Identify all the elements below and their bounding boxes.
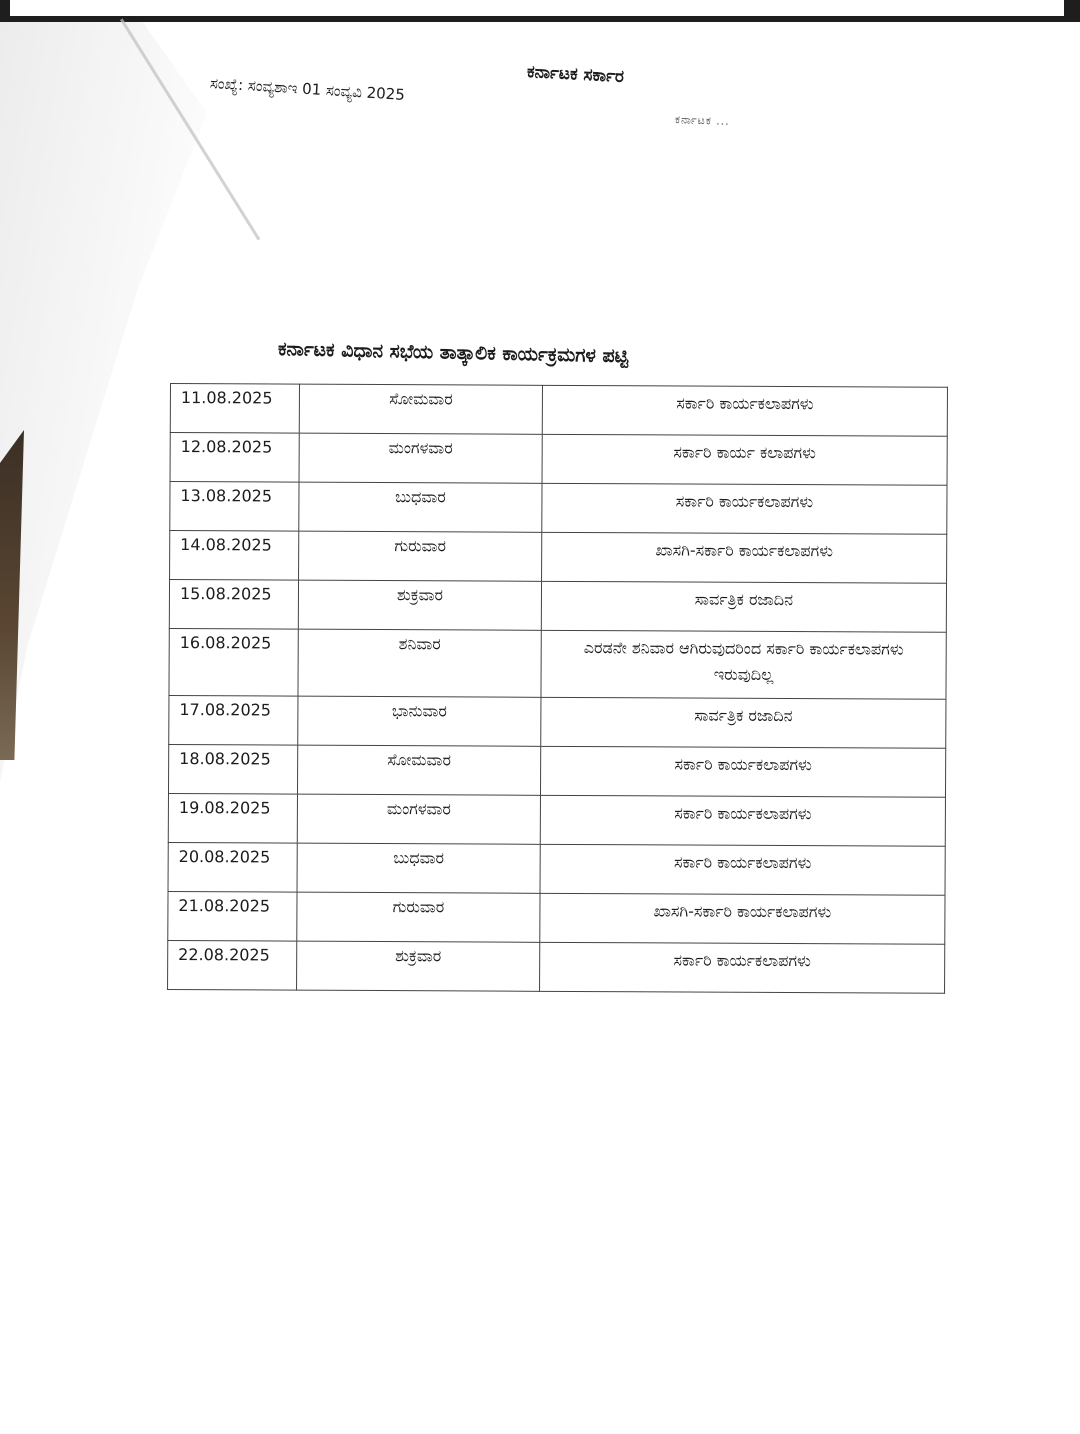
date-cell: 14.08.2025 — [170, 531, 299, 581]
date-cell: 18.08.2025 — [168, 744, 297, 794]
table-row — [170, 433, 947, 486]
date-cell: 20.08.2025 — [168, 842, 297, 892]
activity-cell: ಸರ್ಕಾರಿ ಕಾರ್ಯಕಲಾಪಗಳು — [542, 483, 947, 534]
activity-cell: ಖಾಸಗಿ-ಸರ್ಕಾರಿ ಕಾರ್ಯಕಲಾಪಗಳು — [540, 893, 945, 944]
day-cell: ಸೋಮವಾರ — [299, 384, 542, 434]
table-row — [170, 531, 947, 584]
activity-cell: ಸರ್ಕಾರಿ ಕಾರ್ಯಕಲಾಪಗಳು — [540, 844, 945, 895]
government-heading: ಕರ್ನಾಟಕ ಸರ್ಕಾರ — [526, 62, 625, 88]
date-cell: 11.08.2025 — [170, 384, 299, 434]
table-row — [168, 793, 945, 846]
day-cell: ಬುಧವಾರ — [299, 482, 542, 532]
activity-cell: ಸರ್ಕಾರಿ ಕಾರ್ಯಕಲಾಪಗಳು — [540, 942, 945, 993]
table-row — [169, 580, 946, 633]
table-row — [168, 842, 945, 895]
activity-cell: ಎರಡನೇ ಶನಿವಾರ ಆಗಿರುವುದರಿಂದ ಸರ್ಕಾರಿ ಕಾರ್ಯಕಲಾಪಗಳು ಇರುವುದಿಲ್ಲ — [541, 630, 946, 699]
activity-cell: ಖಾಸಗಿ-ಸರ್ಕಾರಿ ಕಾರ್ಯಕಲಾಪಗಳು — [542, 532, 947, 583]
day-cell: ಶನಿವಾರ — [298, 629, 541, 697]
schedule-table — [167, 383, 948, 994]
activity-cell: ಸರ್ಕಾರಿ ಕಾರ್ಯ ಕಲಾಪಗಳು — [542, 434, 947, 485]
activity-cell: ಸರ್ಕಾರಿ ಕಾರ್ಯಕಲಾಪಗಳು — [540, 795, 945, 846]
table-row — [168, 940, 945, 993]
date-cell: 15.08.2025 — [169, 580, 298, 630]
reference-number: ಸಂಖ್ಯೆ: ಸಂವ್ಯಶಾಇ 01 ಸಂವ್ಯವಿ 2025 — [209, 74, 406, 104]
date-cell: 22.08.2025 — [168, 940, 297, 990]
document-title: ಕರ್ನಾಟಕ ವಿಧಾನ ಸಭೆಯ ತಾತ್ಕಾಲಿಕ ಕಾರ್ಯಕ್ರಮಗಳ ಪಟ್ಟಿ — [277, 338, 629, 368]
day-cell: ಬುಧವಾರ — [297, 843, 540, 893]
activity-cell: ಸಾರ್ವತ್ರಿಕ ರಜಾದಿನ — [541, 697, 946, 748]
table-row — [170, 384, 947, 437]
activity-cell: ಸರ್ಕಾರಿ ಕಾರ್ಯಕಲಾಪಗಳು — [542, 385, 947, 436]
activity-cell: ಸಾರ್ವತ್ರಿಕ ರಜಾದಿನ — [541, 581, 946, 632]
schedule-table-container — [167, 383, 948, 994]
day-cell: ಭಾನುವಾರ — [298, 696, 541, 746]
government-subheading: ಕರ್ನಾಟಕ ... — [674, 113, 731, 128]
day-cell: ಶುಕ್ರವಾರ — [298, 580, 541, 630]
table-row — [170, 482, 947, 535]
date-cell: 21.08.2025 — [168, 891, 297, 941]
day-cell: ಮಂಗಳವಾರ — [299, 433, 542, 483]
day-cell: ಶುಕ್ರವಾರ — [297, 941, 540, 991]
day-cell: ಸೋಮವಾರ — [297, 745, 540, 795]
day-cell: ಗುರುವಾರ — [299, 531, 542, 581]
photo-top-border — [0, 0, 1080, 22]
table-row — [169, 628, 946, 699]
date-cell: 19.08.2025 — [168, 793, 297, 843]
day-cell: ಗುರುವಾರ — [297, 892, 540, 942]
date-cell: 16.08.2025 — [169, 628, 298, 696]
table-row — [168, 744, 945, 797]
date-cell: 13.08.2025 — [170, 482, 299, 532]
activity-cell: ಸರ್ಕಾರಿ ಕಾರ್ಯಕಲಾಪಗಳು — [540, 746, 945, 797]
day-cell: ಮಂಗಳವಾರ — [297, 794, 540, 844]
table-row — [168, 891, 945, 944]
photo-top-border-inner — [10, 0, 1064, 16]
date-cell: 12.08.2025 — [170, 433, 299, 483]
table-row — [169, 695, 946, 748]
date-cell: 17.08.2025 — [169, 695, 298, 745]
